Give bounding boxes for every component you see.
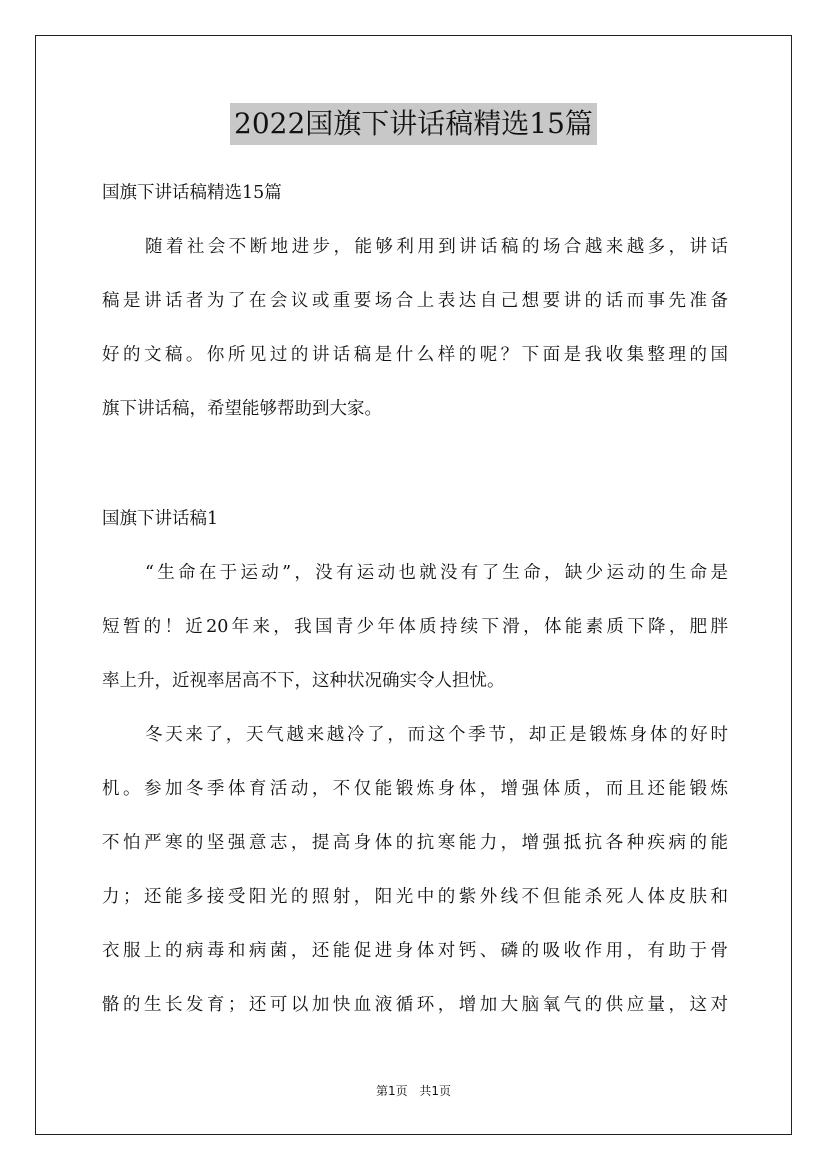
page-total: 共1页: [419, 1084, 452, 1098]
document-title: 2022国旗下讲话稿精选15篇: [230, 103, 597, 145]
paragraph-line: 短暂的！近20年来，我国青少年体质持续下滑，体能素质下降，肥胖: [102, 617, 728, 637]
intro-line: 稿是讲话者为了在会议或重要场合上表达自己想要讲的话而事先准备: [102, 291, 728, 311]
intro-line: 随着社会不断地进步，能够利用到讲话稿的场合越来越多，讲话: [145, 237, 728, 257]
subtitle: 国旗下讲话稿精选15篇: [102, 183, 282, 203]
paragraph-line: 不怕严寒的坚强意志，提高身体的抗寒能力，增强抵抗各种疾病的能: [102, 833, 728, 853]
page-footer: [0, 1082, 827, 1099]
intro-line: 好的文稿。你所见过的讲话稿是什么样的呢？下面是我收集整理的国: [102, 345, 728, 365]
paragraph-line: 衣服上的病毒和病菌，还能促进身体对钙、磷的吸收作用，有助于骨: [102, 941, 728, 961]
paragraph-line: 机。参加冬季体育活动，不仅能锻炼身体，增强体质，而且还能锻炼: [102, 779, 728, 799]
page-number: 第1页: [375, 1084, 408, 1098]
paragraph-line: “生命在于运动”，没有运动也就没有了生命，缺少运动的生命是: [145, 563, 728, 583]
section-heading: 国旗下讲话稿1: [102, 509, 219, 529]
intro-line: 旗下讲话稿，希望能够帮助到大家。: [102, 399, 382, 419]
paragraph-line: 率上升，近视率居高不下，这种状况确实令人担忧。: [102, 671, 505, 691]
document-title-container: [0, 103, 827, 145]
paragraph-line: 冬天来了，天气越来越冷了，而这个季节，却正是锻炼身体的好时: [145, 725, 728, 745]
paragraph-line: 骼的生长发育；还可以加快血液循环，增加大脑氧气的供应量，这对: [102, 995, 728, 1015]
paragraph-line: 力；还能多接受阳光的照射，阳光中的紫外线不但能杀死人体皮肤和: [102, 887, 728, 907]
